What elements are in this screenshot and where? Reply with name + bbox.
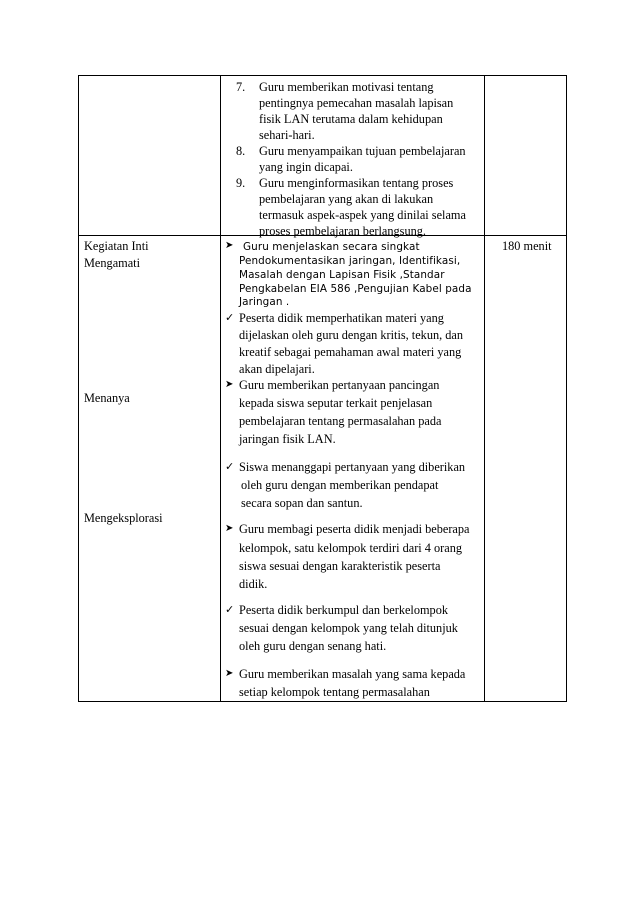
list-number: 7.: [236, 80, 246, 94]
arrow-bullet-icon: ➤: [225, 379, 234, 390]
bullet-line: Guru memberikan pertanyaan pancingan: [239, 378, 440, 392]
bullet-line: pembelajaran tentang permasalahan pada: [239, 414, 442, 428]
column-divider: [220, 76, 221, 701]
list-item-line: Guru memberikan motivasi tentang: [259, 80, 434, 94]
column-divider: [484, 76, 485, 701]
section-label: Mengeksplorasi: [84, 511, 163, 525]
duration-value: 180 menit: [502, 239, 552, 253]
bullet-line: setiap kelompok tentang permasalahan: [239, 685, 430, 699]
bullet-line: Siswa menanggapi pertanyaan yang diberikan: [239, 460, 466, 474]
bullet-line: sesuai dengan kelompok yang telah ditunjuk: [239, 621, 458, 635]
list-number: 8.: [236, 144, 246, 158]
bullet-line: Masalah dengan Lapisan Fisik ,Standar: [239, 269, 445, 281]
list-item-line: Guru menginformasikan tentang proses: [259, 176, 454, 190]
list-item-line: termasuk aspek-aspek yang dinilai selama: [259, 208, 466, 222]
bullet-line: Pendokumentasikan jaringan, Identifikasi,: [239, 255, 461, 267]
list-item-line: sehari-hari.: [259, 128, 315, 142]
bullet-line: Peserta didik berkumpul dan berkelompok: [239, 603, 448, 617]
bullet-line: kelompok, satu kelompok terdiri dari 4 orang: [239, 541, 463, 555]
check-bullet-icon: ✓: [225, 311, 235, 324]
bullet-line: secara sopan dan santun.: [241, 496, 363, 510]
section-label: Menanya: [84, 391, 130, 405]
bullet-line: didik.: [239, 577, 268, 591]
bullet-line: Guru membagi peserta didik menjadi beberapa: [239, 522, 470, 536]
list-item-line: Guru menyampaikan tujuan pembelajaran: [259, 144, 466, 158]
list-item-line: pentingnya pemecahan masalah lapisan: [259, 96, 454, 110]
bullet-line: Guru memberikan masalah yang sama kepada: [239, 667, 466, 681]
bullet-line: dijelaskan oleh guru dengan kritis, tekun, dan: [239, 328, 464, 342]
list-item-line: pembelajaran yang akan di lakukan: [259, 192, 434, 206]
bullet-line: Pengkabelan EIA 586 ,Pengujian Kabel pada: [239, 283, 472, 295]
bullet-line: Peserta didik memperhatikan materi yang: [239, 311, 444, 325]
list-item-line: fisik LAN terutama dalam kehidupan: [259, 112, 443, 126]
bullet-line: kepada siswa seputar terkait penjelasan: [239, 396, 433, 410]
bullet-line: oleh guru dengan memberikan pendapat: [241, 478, 439, 492]
section-label: Kegiatan Inti: [84, 239, 149, 253]
check-bullet-icon: ✓: [225, 603, 235, 616]
list-number: 9.: [236, 176, 246, 190]
arrow-bullet-icon: ➤: [225, 523, 234, 534]
bullet-line: siswa sesuai dengan karakteristik peserta: [239, 559, 441, 573]
arrow-bullet-icon: ➤: [225, 240, 234, 251]
arrow-bullet-icon: ➤: [225, 668, 234, 679]
bullet-line: jaringan fisik LAN.: [239, 432, 336, 446]
bullet-line: Jaringan .: [239, 296, 290, 308]
list-item-line: yang ingin dicapai.: [259, 160, 353, 174]
list-item-line: proses pembelajaran berlangsung.: [259, 224, 426, 238]
bullet-line: Guru menjelaskan secara singkat: [243, 241, 420, 253]
section-label: Mengamati: [84, 256, 141, 270]
check-bullet-icon: ✓: [225, 460, 235, 473]
bullet-line: akan dipelajari.: [239, 362, 315, 376]
bullet-line: kreatif sebagai pemahaman awal materi yang: [239, 345, 462, 359]
bullet-line: oleh guru dengan senang hati.: [239, 639, 387, 653]
